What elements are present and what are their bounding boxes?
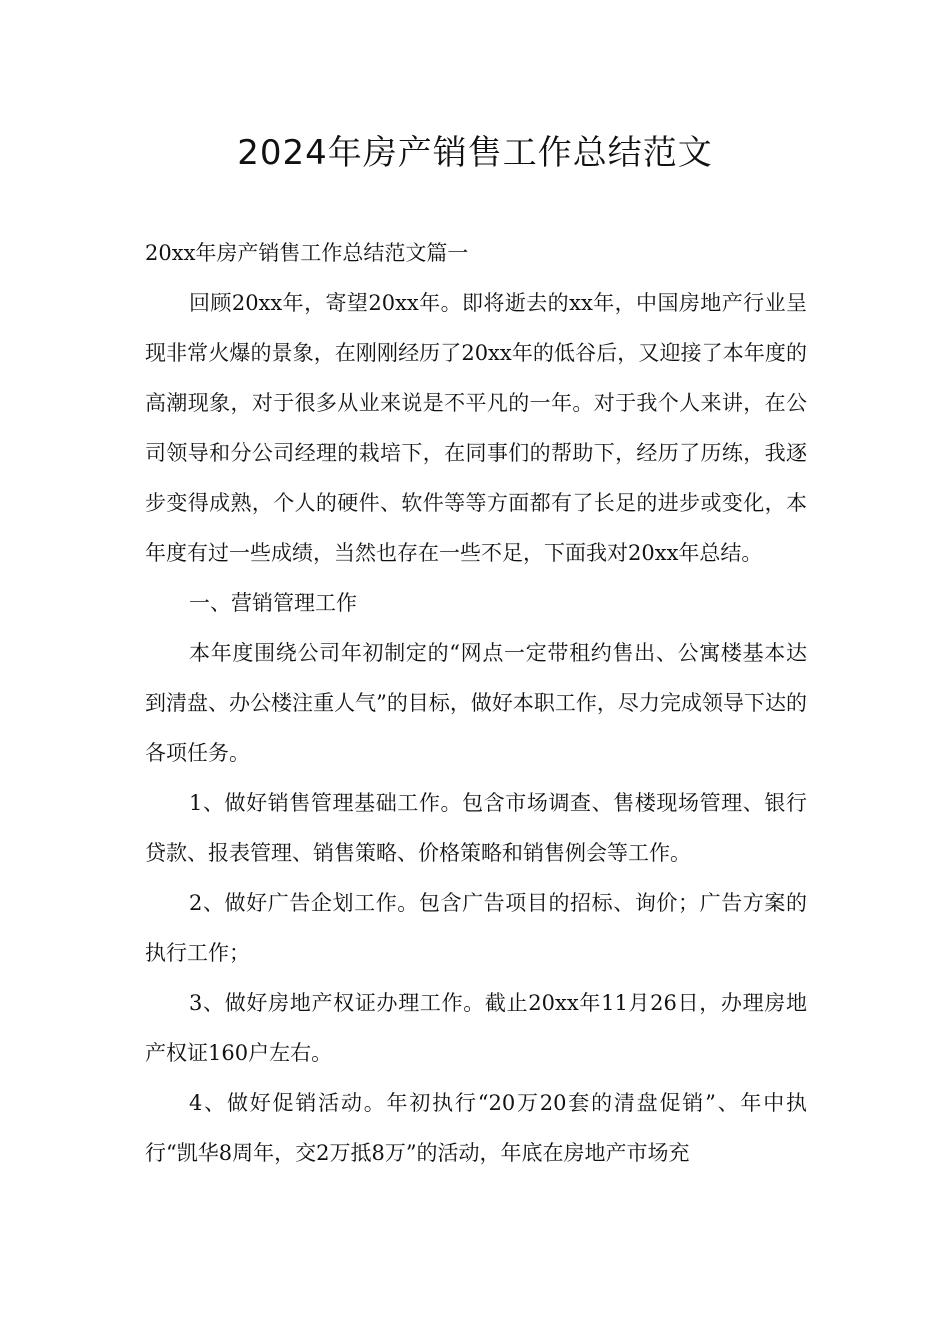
goal-paragraph: 本年度围绕公司年初制定的“网点一定带租约售出、公寓楼基本达到清盘、办公楼注重人气”的目标，做好本职工作，尽力完成领导下达的各项任务。 [145, 641, 807, 765]
document-body [145, 228, 807, 1178]
item-paragraph: 3、做好房地产权证办理工作。截止20xx年11月26日，办理房地产权证160户左右。 [145, 991, 807, 1065]
item-paragraph: 4、做好促销活动。年初执行“20万20套的清盘促销”、年中执行“凯华8周年，交2万抵8万”的活动，年底在房地产市场充 [145, 1091, 807, 1165]
intro-paragraph: 回顾20xx年，寄望20xx年。即将逝去的xx年，中国房地产行业呈现非常火爆的景象，在刚刚经历了20xx年的低谷后，又迎接了本年度的高潮现象，对于很多从业来说是不平凡的一年。对于我个人来讲，在公司领导和分公司经理的栽培下，在同事们的帮助下，经历了历练，我逐步变得成熟，个人的硬件、软件等等方面都有了长足的进步或变化，本年度有过一些成绩，当然也存在一些不足，下面我对20xx年总结。 [145, 291, 807, 565]
document-title: 2024年房产销售工作总结范文 [237, 133, 713, 173]
subsection-heading: 一、营销管理工作 [189, 591, 357, 615]
section-heading: 20xx年房产销售工作总结范文篇一 [145, 241, 469, 265]
item-paragraph: 2、做好广告企划工作。包含广告项目的招标、询价；广告方案的执行工作； [145, 891, 807, 965]
item-paragraph: 1、做好销售管理基础工作。包含市场调查、售楼现场管理、银行贷款、报表管理、销售策略、价格策略和销售例会等工作。 [145, 791, 807, 865]
